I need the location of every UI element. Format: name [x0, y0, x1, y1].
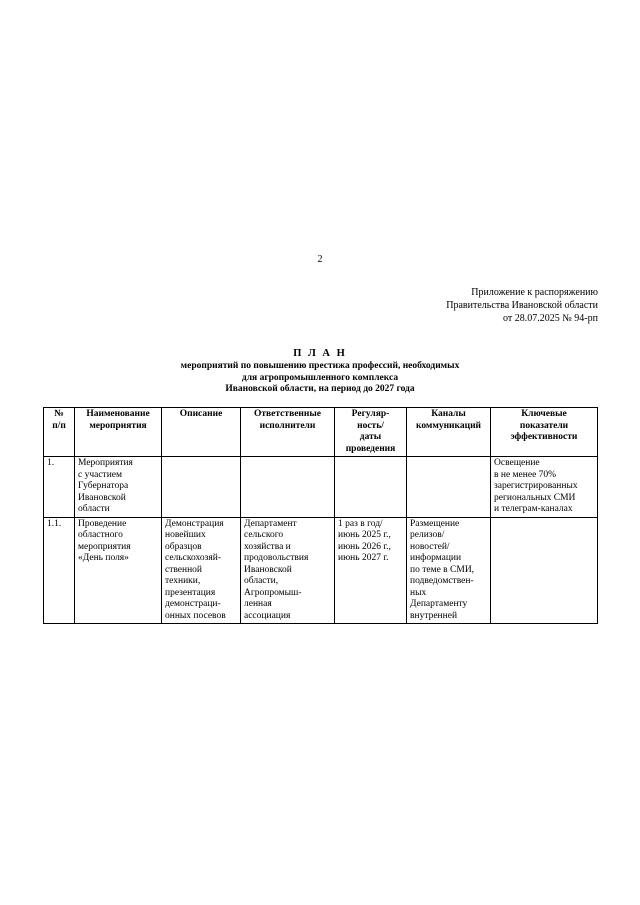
document-title — [0, 347, 640, 396]
cell-text: области, — [244, 576, 279, 586]
header-name — [75, 408, 162, 457]
cell-text: сельскохозяй- — [165, 553, 221, 563]
header-text: исполнители — [259, 420, 316, 431]
cell-text: новостей/ — [410, 541, 450, 552]
cell-text: сельского — [244, 530, 284, 540]
cell-text: Департамент — [244, 518, 297, 529]
appendix-line: Правительства Ивановской области — [446, 300, 598, 311]
cell-text: 1.1. — [47, 518, 62, 529]
plan-table — [43, 407, 598, 624]
header-text: ность/ — [357, 420, 384, 431]
header-resp — [241, 408, 335, 457]
cell-text: зарегистрированных — [494, 481, 578, 491]
header-text: мероприятия — [89, 420, 147, 431]
cell-text: Агропромыш- — [244, 587, 302, 598]
table-row — [44, 517, 598, 624]
cell-text: хозяйства и — [244, 541, 291, 552]
cell-text: Ивановской — [244, 564, 292, 575]
cell-desc — [162, 457, 241, 518]
cell-text: области — [78, 504, 110, 514]
table-row — [44, 457, 598, 518]
header-text: № — [54, 409, 64, 419]
cell-text: техники, — [165, 576, 201, 586]
cell-text: презентация — [165, 587, 216, 598]
cell-text: и телеграм-каналах — [494, 504, 573, 514]
header-text: проведения — [345, 443, 396, 454]
header-num — [44, 408, 75, 457]
cell-text: Проведение — [78, 518, 127, 529]
cell-kpi — [491, 517, 598, 624]
cell-text: подведомствен- — [410, 576, 474, 586]
cell-chan — [407, 517, 491, 624]
cell-text: мероприятия — [78, 541, 131, 552]
header-text: Каналы — [431, 409, 466, 419]
cell-resp — [241, 457, 335, 518]
cell-text: продовольствия — [244, 553, 309, 563]
title-line: мероприятий по повышению престижа профессий, необходимых — [180, 361, 460, 371]
cell-kpi — [491, 457, 598, 518]
appendix-line: Приложение к распоряжению — [471, 287, 598, 298]
cell-text: релизов/ — [410, 530, 445, 540]
header-chan — [407, 408, 491, 457]
header-text: коммуникаций — [415, 420, 482, 431]
header-text: Ответственные — [254, 409, 321, 419]
header-desc — [162, 408, 241, 457]
cell-text: областного — [78, 530, 123, 540]
cell-text: информации — [410, 553, 462, 563]
header-text: Описание — [179, 409, 223, 419]
cell-text: по теме в СМИ, — [410, 564, 475, 575]
cell-text: демонстраци- — [165, 599, 221, 609]
header-kpi — [491, 408, 598, 457]
header-text: п/п — [52, 420, 66, 431]
header-text: Наименование — [86, 409, 150, 419]
cell-chan — [407, 457, 491, 518]
cell-num — [44, 517, 75, 624]
cell-text: Демонстрация — [165, 518, 224, 529]
cell-text: региональных СМИ — [494, 492, 576, 503]
title-line: для агропромышленного комплекса — [241, 372, 399, 383]
cell-text: Ивановской — [78, 492, 126, 503]
cell-text: июнь 2027 г. — [338, 553, 389, 563]
cell-text: 1. — [47, 458, 55, 468]
cell-text: ассоциация — [244, 610, 291, 621]
cell-text: Размещение — [410, 518, 460, 529]
cell-reg — [335, 457, 407, 518]
cell-text: июнь 2025 г., — [338, 530, 391, 540]
cell-text: июнь 2026 г., — [338, 541, 391, 552]
header-text: Ключевые — [521, 409, 567, 419]
cell-text: «День поля» — [78, 553, 129, 563]
cell-text: Департаменту — [410, 599, 468, 609]
header-reg — [335, 408, 407, 457]
title-line: Ивановской области, на период до 2027 года — [225, 384, 415, 394]
header-text: эффективности — [510, 432, 578, 442]
cell-desc — [162, 517, 241, 624]
cell-reg — [335, 517, 407, 624]
cell-num — [44, 457, 75, 518]
cell-text: Освещение — [494, 458, 540, 468]
cell-text: 1 раз в год/ — [338, 518, 383, 529]
cell-text: новейших — [165, 530, 206, 540]
cell-text: Губернатора — [78, 481, 129, 491]
cell-text: образцов — [165, 541, 202, 552]
cell-text: ственной — [165, 564, 203, 575]
cell-text: Мероприятия — [78, 458, 133, 468]
header-row — [44, 408, 598, 457]
appendix-line: от 28.07.2025 № 94-рп — [503, 313, 598, 324]
cell-resp — [241, 517, 335, 624]
appendix-note — [446, 286, 598, 325]
cell-text: ленная — [244, 599, 272, 609]
cell-text: ных — [410, 587, 427, 598]
header-text: Регуляр- — [351, 409, 390, 419]
header-text: показатели — [519, 420, 569, 431]
cell-name — [75, 517, 162, 624]
cell-name — [75, 457, 162, 518]
page-number: 2 — [317, 254, 323, 265]
cell-text: онных посевов — [165, 610, 226, 621]
cell-text: внутренней — [410, 610, 458, 621]
cell-text: в не менее 70% — [494, 469, 557, 480]
title-plan: П Л А Н — [293, 348, 347, 359]
cell-text: с участием — [78, 469, 123, 480]
header-text: даты — [359, 432, 382, 442]
